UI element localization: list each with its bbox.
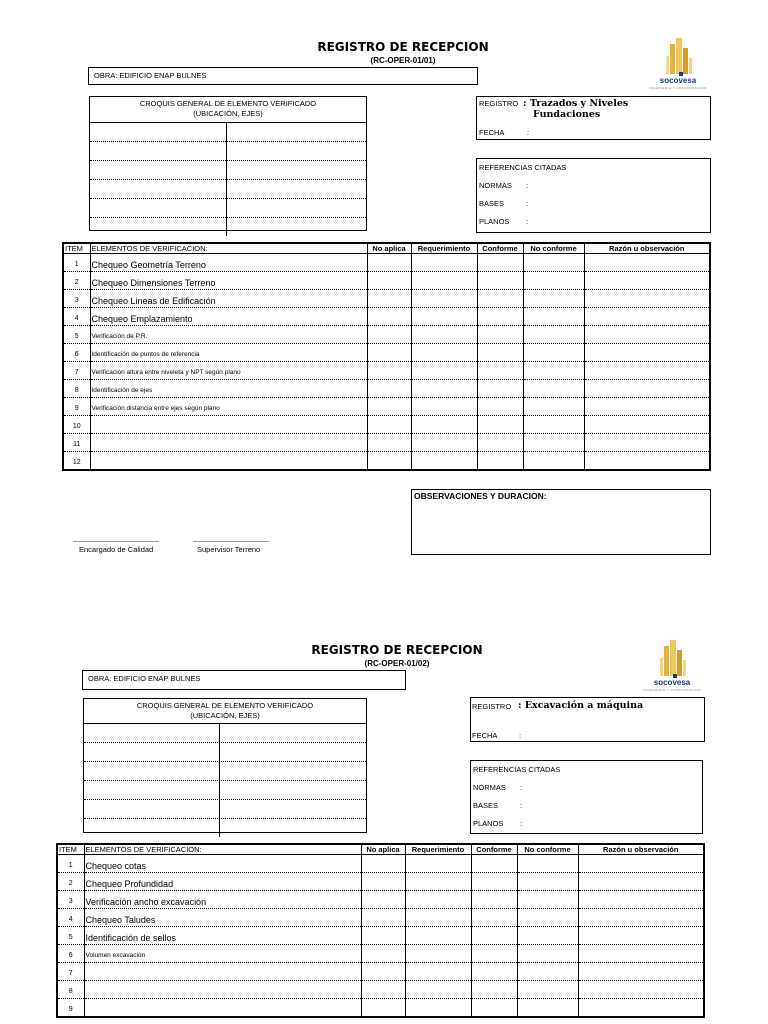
cell-no-conforme[interactable] (523, 344, 584, 362)
signature-calidad: Encargado de Calidad (79, 545, 154, 554)
croquis-box (83, 698, 367, 833)
item-number: 9 (63, 398, 90, 416)
logo-tagline: INGENIERIA Y CONSTRUCCION (643, 688, 701, 692)
col-elementos: ELEMENTOS DE VERIFICACION: (90, 243, 367, 254)
cell-no-aplica[interactable] (361, 945, 405, 963)
item-description: Verificación de P.R. (90, 326, 367, 344)
cell-requerimiento[interactable] (411, 308, 477, 326)
item-number: 5 (57, 927, 84, 945)
cell-conforme[interactable] (471, 963, 517, 981)
item-number: 8 (63, 380, 90, 398)
cell-conforme[interactable] (471, 945, 517, 963)
form-title: REGISTRO DE RECEPCION (317, 40, 489, 54)
obra-field[interactable]: OBRA: EDIFICIO ENAP BULNES (88, 67, 478, 85)
cell-conforme[interactable] (477, 326, 523, 344)
cell-no-conforme[interactable] (517, 945, 578, 963)
building-logo-icon (640, 636, 704, 680)
bases-row[interactable] (477, 195, 710, 213)
cell-razon[interactable] (584, 344, 710, 362)
cell-no-aplica[interactable] (361, 963, 405, 981)
item-number: 9 (57, 999, 84, 1018)
form-title: REGISTRO DE RECEPCION (311, 643, 483, 657)
cell-conforme[interactable] (477, 398, 523, 416)
cell-no-aplica[interactable] (367, 308, 411, 326)
item-description (90, 416, 367, 434)
item-description (84, 999, 361, 1018)
fecha-value[interactable]: : (519, 731, 522, 740)
croquis-header (84, 699, 366, 724)
item-number: 7 (57, 963, 84, 981)
cell-razon[interactable] (584, 272, 710, 290)
table-row (63, 416, 710, 434)
table-row (63, 254, 710, 272)
croquis-grid[interactable] (90, 123, 366, 236)
referencias-box (476, 158, 711, 233)
registro-label: REGISTRO (479, 99, 519, 108)
normas-row[interactable] (471, 779, 702, 797)
item-description: Volumen excavación (84, 945, 361, 963)
cell-no-aplica[interactable] (361, 981, 405, 999)
table-row (63, 362, 710, 380)
item-description: Chequeo cotas (84, 855, 361, 873)
item-number: 3 (63, 290, 90, 308)
planos-label: PLANOS (473, 819, 504, 828)
signature-supervisor: Supervisor Terreno (197, 545, 261, 554)
item-description: Chequeo Lineas de Edificación (90, 290, 367, 308)
cell-no-aplica[interactable] (367, 326, 411, 344)
croquis-subtitle: (UBICACIÓN, EJES) (190, 711, 260, 720)
cell-requerimiento[interactable] (411, 416, 477, 434)
cell-no-aplica[interactable] (361, 909, 405, 927)
cell-conforme[interactable] (471, 873, 517, 891)
cell-no-conforme[interactable] (517, 927, 578, 945)
bases-colon: : (526, 199, 529, 208)
cell-conforme[interactable] (471, 909, 517, 927)
item-description: Chequeo Taludes (84, 909, 361, 927)
verification-table (56, 843, 705, 1018)
table-row (57, 927, 704, 945)
item-description: Chequeo Profundidad (84, 873, 361, 891)
croquis-subtitle: (UBICACIÓN, EJES) (193, 109, 263, 118)
item-description: Chequeo Emplazamiento (90, 308, 367, 326)
item-description: Chequeo Dimensiones Terreno (90, 272, 367, 290)
table-row (57, 963, 704, 981)
cell-no-conforme[interactable] (523, 452, 584, 471)
cell-razon[interactable] (578, 909, 704, 927)
registro-label: REGISTRO (472, 702, 512, 711)
cell-no-aplica[interactable] (367, 362, 411, 380)
cell-conforme[interactable] (477, 434, 523, 452)
cell-conforme[interactable] (477, 380, 523, 398)
table-row (63, 344, 710, 362)
socovesa-logo (646, 34, 710, 94)
cell-no-conforme[interactable] (523, 326, 584, 344)
croquis-title: CROQUIS GENERAL DE ELEMENTO VERIFICADO (139, 99, 317, 108)
registro-box (476, 96, 711, 140)
item-description (84, 963, 361, 981)
building-logo-icon (646, 34, 710, 78)
cell-no-conforme[interactable] (523, 434, 584, 452)
cell-requerimiento[interactable] (411, 272, 477, 290)
col-razon: Razón u observación (584, 243, 710, 254)
cell-no-conforme[interactable] (523, 272, 584, 290)
cell-no-aplica[interactable] (367, 452, 411, 471)
cell-no-conforme[interactable] (523, 380, 584, 398)
cell-no-aplica[interactable] (361, 927, 405, 945)
cell-requerimiento[interactable] (411, 362, 477, 380)
item-description: Verificación distancia entre ejes según plano (90, 398, 367, 416)
cell-no-aplica[interactable] (367, 416, 411, 434)
verification-table (62, 242, 711, 471)
col-elementos: ELEMENTOS DE VERIFICACION: (84, 844, 361, 855)
planos-row[interactable] (471, 815, 702, 833)
item-number: 2 (57, 873, 84, 891)
cell-conforme[interactable] (471, 891, 517, 909)
registro-value-line2: Fundaciones (533, 109, 601, 120)
cell-requerimiento[interactable] (411, 344, 477, 362)
cell-no-aplica[interactable] (367, 290, 411, 308)
cell-no-conforme[interactable] (523, 290, 584, 308)
signature-line-supervisor (193, 541, 269, 542)
registro-value: : Excavación a máquina (518, 700, 644, 711)
table-row (63, 308, 710, 326)
table-row (63, 326, 710, 344)
item-number: 12 (63, 452, 90, 471)
observaciones-title: OBSERVACIONES Y DURACION: (414, 491, 547, 501)
normas-label: NORMAS (479, 181, 512, 190)
cell-conforme[interactable] (477, 344, 523, 362)
referencias-title: REFERENCIAS CITADAS (479, 163, 567, 172)
cell-no-aplica[interactable] (361, 891, 405, 909)
bases-label: BASES (479, 199, 505, 208)
normas-row[interactable] (477, 177, 710, 195)
cell-conforme[interactable] (477, 290, 523, 308)
cell-razon[interactable] (584, 290, 710, 308)
planos-colon: : (526, 217, 529, 226)
bases-colon: : (520, 801, 523, 810)
table-row (57, 909, 704, 927)
cell-requerimiento[interactable] (405, 855, 471, 873)
cell-requerimiento[interactable] (411, 452, 477, 471)
col-conforme: Conforme (471, 844, 517, 855)
item-number: 6 (57, 945, 84, 963)
cell-requerimiento[interactable] (405, 927, 471, 945)
cell-razon[interactable] (578, 927, 704, 945)
observaciones-box[interactable] (411, 489, 711, 555)
table-header (63, 243, 710, 254)
cell-requerimiento[interactable] (411, 326, 477, 344)
cell-no-aplica[interactable] (367, 434, 411, 452)
cell-requerimiento[interactable] (405, 981, 471, 999)
item-description: Identificación de puntos de referencia (90, 344, 367, 362)
table-row (63, 452, 710, 471)
cell-no-conforme[interactable] (517, 999, 578, 1018)
referencias-title: REFERENCIAS CITADAS (473, 765, 561, 774)
cell-razon[interactable] (584, 254, 710, 272)
item-number: 3 (57, 891, 84, 909)
cell-no-conforme[interactable] (523, 398, 584, 416)
cell-no-conforme[interactable] (523, 362, 584, 380)
cell-requerimiento[interactable] (405, 909, 471, 927)
cell-conforme[interactable] (477, 452, 523, 471)
cell-no-aplica[interactable] (367, 254, 411, 272)
cell-no-aplica[interactable] (361, 855, 405, 873)
fecha-label: FECHA (472, 731, 498, 740)
col-requerimiento: Requerimiento (405, 844, 471, 855)
cell-razon[interactable] (578, 945, 704, 963)
cell-razon[interactable] (584, 398, 710, 416)
col-no-conforme: No conforme (517, 844, 578, 855)
table-row (63, 290, 710, 308)
table-row (57, 945, 704, 963)
table-row (63, 434, 710, 452)
cell-conforme[interactable] (477, 308, 523, 326)
item-number: 11 (63, 434, 90, 452)
cell-razon[interactable] (584, 326, 710, 344)
table-row (57, 999, 704, 1018)
cell-conforme[interactable] (471, 855, 517, 873)
table-row (63, 380, 710, 398)
logo-tagline: INGENIERIA Y CONSTRUCCION (649, 86, 707, 90)
cell-requerimiento[interactable] (411, 434, 477, 452)
referencias-box (470, 760, 703, 834)
cell-no-conforme[interactable] (523, 416, 584, 434)
cell-no-conforme[interactable] (517, 909, 578, 927)
col-no-aplica: No aplica (361, 844, 405, 855)
bases-row[interactable] (471, 797, 702, 815)
cell-razon[interactable] (584, 452, 710, 471)
planos-row[interactable] (477, 213, 710, 231)
item-number: 6 (63, 344, 90, 362)
registro-box (470, 697, 705, 742)
cell-conforme[interactable] (477, 416, 523, 434)
item-number: 4 (63, 308, 90, 326)
registro-value: : Trazados y Niveles (523, 98, 629, 109)
item-number: 7 (63, 362, 90, 380)
normas-colon: : (526, 181, 529, 190)
cell-no-conforme[interactable] (517, 981, 578, 999)
col-conforme: Conforme (477, 243, 523, 254)
item-description: Identificación de sellos (84, 927, 361, 945)
cell-razon[interactable] (584, 308, 710, 326)
fecha-value[interactable]: : (527, 128, 530, 137)
cell-requerimiento[interactable] (411, 380, 477, 398)
item-description (84, 981, 361, 999)
cell-requerimiento[interactable] (405, 963, 471, 981)
socovesa-logo (640, 636, 704, 696)
planos-colon: : (520, 819, 523, 828)
item-number: 10 (63, 416, 90, 434)
table-row (63, 272, 710, 290)
item-description (90, 452, 367, 471)
col-requerimiento: Requerimiento (411, 243, 477, 254)
signature-line-calidad (73, 541, 159, 542)
item-number: 5 (63, 326, 90, 344)
cell-conforme[interactable] (471, 999, 517, 1018)
cell-no-aplica[interactable] (361, 873, 405, 891)
cell-no-conforme[interactable] (517, 855, 578, 873)
cell-no-conforme[interactable] (517, 873, 578, 891)
logo-brand: socovesa (653, 678, 691, 687)
cell-conforme[interactable] (471, 927, 517, 945)
form-code: (RC-OPER-01/01) (370, 56, 436, 65)
croquis-grid[interactable] (84, 724, 366, 837)
cell-requerimiento[interactable] (411, 398, 477, 416)
cell-no-conforme[interactable] (523, 308, 584, 326)
cell-conforme[interactable] (477, 362, 523, 380)
item-description: Chequeo Geometría Terreno (90, 254, 367, 272)
croquis-box (89, 96, 367, 231)
item-number: 4 (57, 909, 84, 927)
item-number: 1 (57, 855, 84, 873)
cell-no-aplica[interactable] (367, 380, 411, 398)
cell-razon[interactable] (578, 873, 704, 891)
col-razon: Razón u observación (578, 844, 704, 855)
item-number: 8 (57, 981, 84, 999)
croquis-title: CROQUIS GENERAL DE ELEMENTO VERIFICADO (136, 701, 314, 710)
cell-razon[interactable] (578, 999, 704, 1018)
croquis-header (90, 97, 366, 123)
normas-colon: : (520, 783, 523, 792)
obra-field[interactable]: OBRA: EDIFICIO ENAP BULNES (82, 670, 406, 690)
cell-requerimiento[interactable] (405, 945, 471, 963)
table-row (57, 981, 704, 999)
cell-razon[interactable] (578, 891, 704, 909)
cell-requerimiento[interactable] (405, 999, 471, 1018)
cell-no-conforme[interactable] (517, 963, 578, 981)
cell-no-aplica[interactable] (367, 272, 411, 290)
item-description: Verificación altura entre niveleta y NPT según plano (90, 362, 367, 380)
cell-razon[interactable] (578, 981, 704, 999)
cell-no-aplica[interactable] (367, 344, 411, 362)
item-description: Identificación de ejes (90, 380, 367, 398)
cell-no-conforme[interactable] (517, 891, 578, 909)
cell-requerimiento[interactable] (411, 254, 477, 272)
col-item: ITEM (63, 243, 90, 254)
cell-requerimiento[interactable] (405, 891, 471, 909)
col-item: ITEM (57, 844, 84, 855)
fecha-label: FECHA (479, 128, 505, 137)
bases-label: BASES (473, 801, 499, 810)
cell-razon[interactable] (584, 416, 710, 434)
planos-label: PLANOS (479, 217, 510, 226)
cell-conforme[interactable] (477, 254, 523, 272)
cell-razon[interactable] (578, 963, 704, 981)
cell-conforme[interactable] (471, 981, 517, 999)
form-code: (RC-OPER-01/02) (364, 659, 430, 668)
logo-brand: socovesa (659, 76, 697, 85)
cell-requerimiento[interactable] (405, 873, 471, 891)
table-row (57, 891, 704, 909)
cell-razon[interactable] (584, 362, 710, 380)
cell-no-aplica[interactable] (361, 999, 405, 1018)
cell-razon[interactable] (584, 434, 710, 452)
cell-requerimiento[interactable] (411, 290, 477, 308)
cell-razon[interactable] (578, 855, 704, 873)
item-number: 1 (63, 254, 90, 272)
col-no-aplica: No aplica (367, 243, 411, 254)
table-header (57, 844, 704, 855)
table-row (57, 873, 704, 891)
cell-conforme[interactable] (477, 272, 523, 290)
item-description (90, 434, 367, 452)
table-row (57, 855, 704, 873)
item-number: 2 (63, 272, 90, 290)
table-row (63, 398, 710, 416)
cell-no-aplica[interactable] (367, 398, 411, 416)
cell-no-conforme[interactable] (523, 254, 584, 272)
cell-razon[interactable] (584, 380, 710, 398)
col-no-conforme: No conforme (523, 243, 584, 254)
item-description: Verificación ancho excavación (84, 891, 361, 909)
normas-label: NORMAS (473, 783, 506, 792)
